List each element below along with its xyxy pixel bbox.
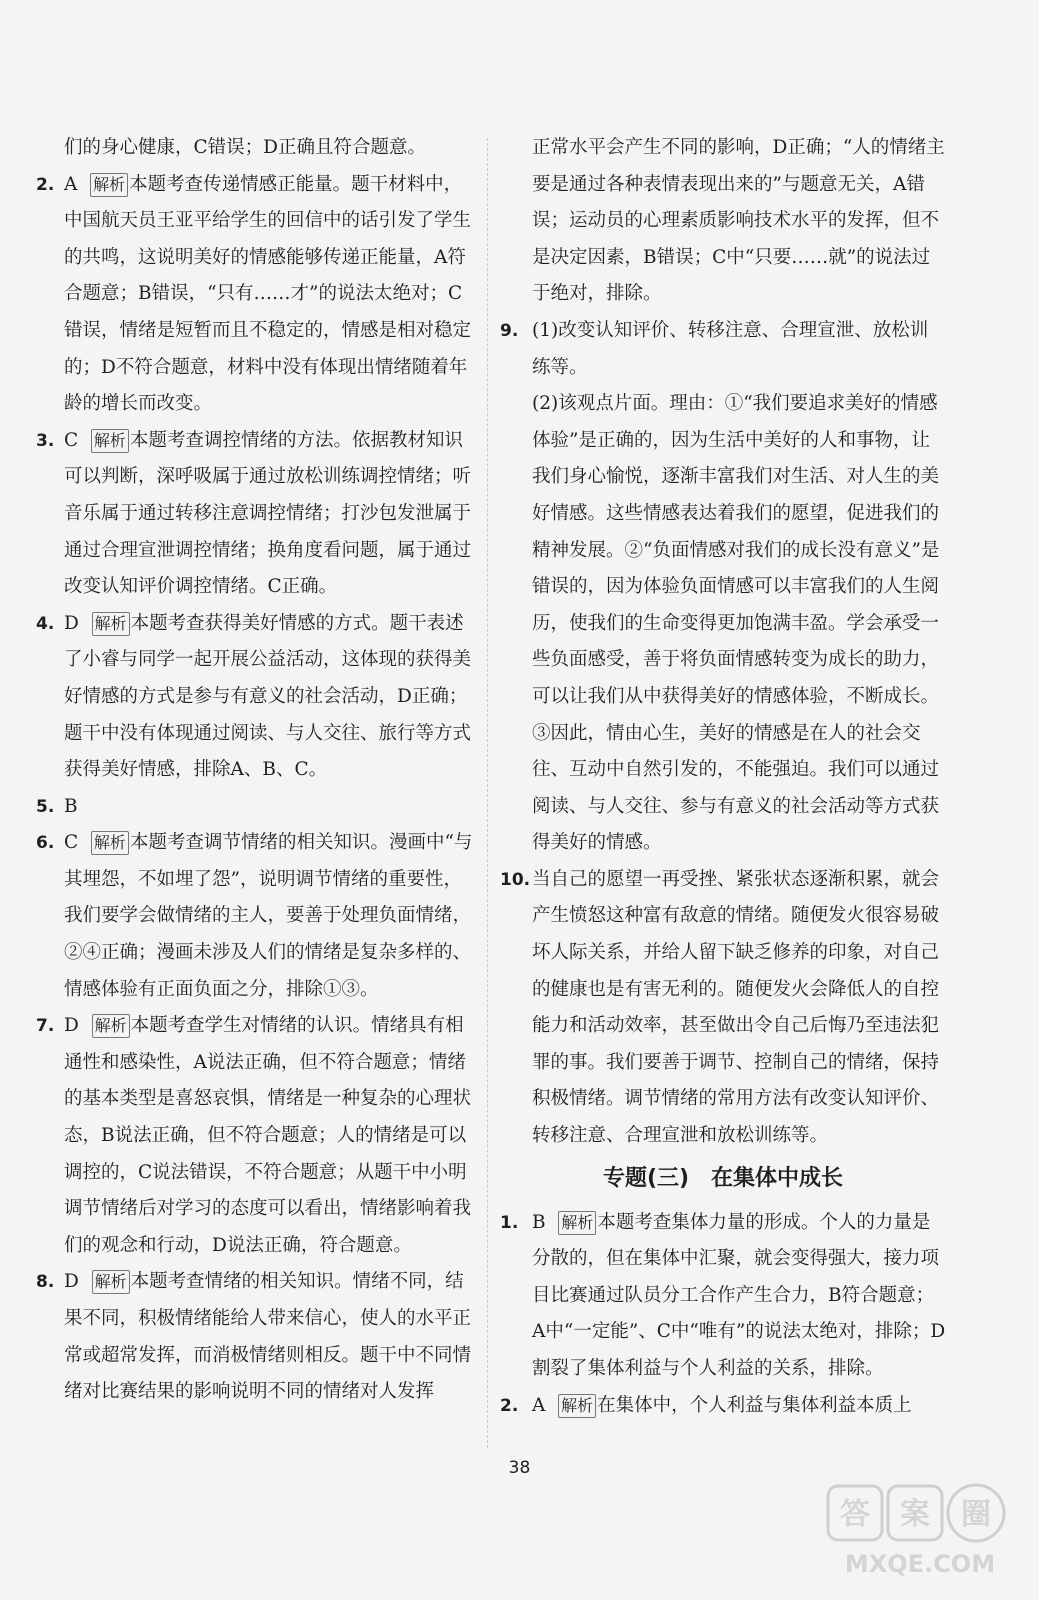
answer-letter: A: [64, 173, 78, 195]
analysis-text: 本题考查情绪的相关知识。情绪不同，结果不同，积极情绪能给人带来信心，使人的水平正常或超常发挥，而消极情绪则相反。题干中不同情绪对比赛结果的影响说明不同的情绪对人发挥: [64, 1271, 472, 1403]
answer-item-10: [500, 862, 946, 1155]
analysis-tag: 解析: [91, 831, 129, 855]
answer-letter: D: [64, 1271, 79, 1293]
analysis-tag: 解析: [92, 612, 130, 636]
section-heading: 专题(三) 在集体中成长: [602, 1165, 844, 1191]
analysis-tag: 解析: [90, 173, 128, 197]
item-number: 3.: [36, 430, 55, 451]
answer-letter: C: [64, 429, 79, 451]
item-number: 9.: [500, 320, 519, 341]
answer-letter: C: [64, 832, 79, 854]
item-number: 7.: [36, 1016, 55, 1037]
answer-part-2: (2)该观点片面。理由：①“我们要追求美好的情感体验”是正确的，因为生活中美好的人和事物，让我们身心愉悦，逐渐丰富我们对生活、对人生的美好情感。这些情感表达着我们的愿望，促进我们的精神发展。②“负面情感对我们的成长没有意义”是错误的，因为体验负面情感可以丰富我们的人生阅历，使我们的生命变得更加饱满丰盈。学会承受一些负面感受，善于将负面情感转变为成长的助力，可以让我们从中获得美好的情感体验，不断成长。③因此，情由心生，美好的情感是在人的社会交往、互动中自然引发的，不能强迫。我们可以通过阅读、与人交往、参与有意义的社会活动等方式获得美好的情感。: [532, 393, 940, 854]
analysis-text: 本题考查调节情绪的相关知识。漫画中“与其埋怨，不如埋了怨”，说明调节情绪的重要性，我们要学会做情绪的主人，要善于处理负面情绪，②④正确；漫画未涉及人们的情绪是复杂多样的、情感体验有正面负面之分，排除①③。: [64, 832, 473, 1000]
analysis-text: 在集体中，个人利益与集体利益本质上: [597, 1394, 912, 1416]
answer-item-3: [36, 423, 478, 606]
item-number: 6.: [36, 833, 55, 854]
watermark-logo: [820, 1480, 1020, 1580]
continuation-text: 们的身心健康，C错误；D正确且符合题意。: [64, 137, 426, 158]
column-divider: [487, 138, 488, 1448]
answer-letter: B: [64, 795, 78, 817]
answer-part-1: (1)改变认知评价、转移注意、合理宣泄、放松训练等。: [532, 319, 929, 378]
answer-letter: D: [64, 612, 79, 634]
analysis-tag: 解析: [92, 1270, 130, 1294]
item-number: 5.: [36, 796, 55, 817]
svg-text:MXQE.COM: MXQE.COM: [844, 1550, 996, 1578]
analysis-text: 本题考查获得美好情感的方式。题干表述了小睿与同学一起开展公益活动，这体现的获得美好情感的方式是参与有意义的社会活动，D正确；题干中没有体现通过阅读、与人交往、旅行等方式获得美好情感，排除A、B、C。: [64, 612, 472, 781]
answer-item-2: [36, 167, 478, 423]
answer-letter: A: [532, 1394, 546, 1416]
analysis-text: 本题考查学生对情绪的认识。情绪具有相通性和感染性，A说法正确，但不符合题意；情绪的基本类型是喜怒哀惧，情绪是一种复杂的心理状态，B说法正确，但不符合题意；人的情绪是可以调控的，C说法错误，不符合题意；从题干中小明调节情绪后对学习的态度可以看出，情绪影响着我们的观念和行动，D说法正确，符合题意。: [64, 1015, 472, 1256]
item-number: 1.: [500, 1212, 519, 1233]
item-number: 4.: [36, 613, 55, 634]
analysis-tag: 解析: [558, 1394, 596, 1418]
item-number: 8.: [36, 1272, 55, 1293]
right-column: [500, 130, 946, 1424]
svg-text:圈: 圈: [961, 1497, 991, 1532]
answer-text: 当自己的愿望一再受挫、紧张状态逐渐积累，就会产生愤怒这种富有敌意的情绪。随便发火很容易破坏人际关系，并给人留下缺乏修养的印象，对自己的健康也是有害无利的。随便发火会降低人的自控能力和活动效率，甚至做出令自己后悔乃至违法犯罪的事。我们要善于调节、控制自己的情绪，保持积极情绪。调节情绪的常用方法有改变认知评价、转移注意、合理宣泄和放松训练等。: [532, 868, 940, 1147]
analysis-tag: 解析: [92, 1014, 130, 1038]
item-number: 10.: [500, 869, 531, 890]
answer-item-9: [500, 313, 946, 862]
answer-item-4: [36, 606, 478, 789]
svg-text:答: 答: [840, 1497, 870, 1532]
answer-item-8: [36, 1264, 478, 1410]
svg-text:案: 案: [900, 1497, 930, 1532]
left-column: [36, 130, 478, 1411]
page-number: 38: [508, 1458, 531, 1478]
analysis-tag: 解析: [558, 1211, 596, 1235]
analysis-tag: 解析: [91, 429, 129, 453]
item-number: 2.: [36, 174, 55, 195]
analysis-text: 本题考查传递情感正能量。题干材料中，中国航天员王亚平给学生的回信中的话引发了学生的共鸣，这说明美好的情感能够传递正能量，A符合题意；B错误，“只有……才”的说法太绝对；C错误，情绪是短暂而且不稳定的，情感是相对稳定的；D不符合题意，材料中没有体现出情绪随着年龄的增长而改变。: [64, 173, 472, 415]
answer-letter: D: [64, 1015, 79, 1037]
analysis-text: 本题考查调控情绪的方法。依据教材知识可以判断，深呼吸属于通过放松训练调控情绪；听音乐属于通过转移注意调控情绪；打沙包发泄属于通过合理宣泄调控情绪；换角度看问题，属于通过改变认知评价调控情绪。C正确。: [64, 429, 472, 598]
continuation-text: 正常水平会产生不同的影响，D正确；“人的情绪主要是通过各种表情表现出来的”与题意无关，A错误；运动员的心理素质影响技术水平的发挥，但不是决定因素，B错误；C中“只要……就”的说法过于绝对，排除。: [532, 137, 945, 305]
analysis-text: 本题考查集体力量的形成。个人的力量是分散的，但在集体中汇聚，就会变得强大，接力项目比赛通过队员分工合作产生合力，B符合题意；A中“一定能”、C中“唯有”的说法太绝对，排除；D割裂了集体利益与个人利益的关系，排除。: [532, 1211, 946, 1379]
item-number: 2.: [500, 1395, 519, 1416]
answer-item-7: [36, 1008, 478, 1264]
answer-item-6: [36, 825, 478, 1008]
answer-item-5: [36, 789, 478, 826]
answer-letter: B: [532, 1211, 546, 1233]
section-answer-item-1: [500, 1205, 946, 1388]
section-answer-item-2: [500, 1388, 946, 1425]
